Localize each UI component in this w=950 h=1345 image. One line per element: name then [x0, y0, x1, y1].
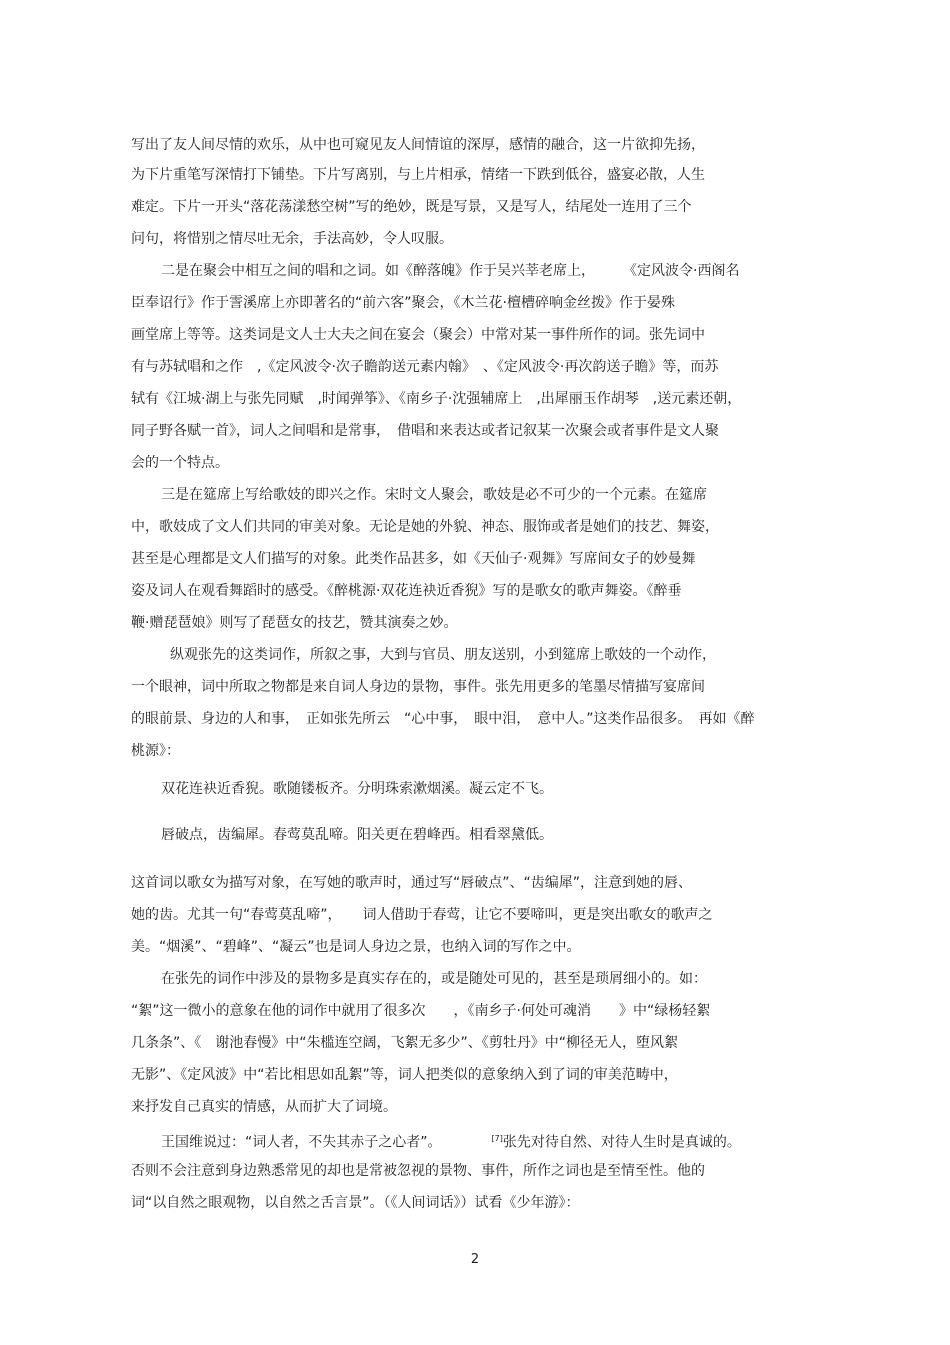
- text-line: 美。“烟溪”、“碧峰”、“凝云”也是词人身边之景，也纳入词的写作之中。: [131, 939, 581, 955]
- paragraph-first-line: 三是在筵席上写给歌妓的即兴之作。宋时文人聚会，歌妓是必不可少的一个元素。在筵席: [161, 487, 707, 503]
- text-line: 难定。下片一开头“落花荡漾愁空树”写的绝妙，既是写景，又是写人，结尾处一连用了三个: [131, 199, 692, 215]
- text-line: 轼有《江城·湖上与张先同赋 ,时闻弹筝》、《南乡子·沈强辅席上 ,出犀丽玉作胡琴 ,送元素还朝，: [131, 391, 742, 407]
- paragraph-first-line: 纵观张先的这类词作，所叙之事，大到与官员、朋友送别，小到筵席上歌妓的一个动作，: [170, 647, 716, 663]
- poem-line: 双花连袂近香猊。歌随镂板齐。分明珠索漱烟溪。凝云定不飞。: [161, 781, 553, 797]
- paragraph-first-line: 在张先的词作中涉及的景物多是真实存在的，或是随处可见的，甚至是琐屑细小的。如：: [161, 971, 707, 987]
- paragraph-first-line: [161, 1130, 741, 1152]
- text-line: 臣奉诏行》作于霅溪席上亦即著名的“前六客”聚会，《木兰花·檀槽碎响金丝拨》作于晏殊: [131, 295, 675, 311]
- text-line: 为下片重笔写深情打下铺垫。下片写离别，与上片相承，情绪一下跌到低谷，盛宴必散，人生: [131, 167, 705, 183]
- poem-line: 唇破点，齿编犀。春莺莫乱啼。阳关更在碧峰西。相看翠黛低。: [161, 827, 553, 843]
- text-line: 这首词以歌女为描写对象，在写她的歌声时，通过写“唇破点”、“齿编犀”，注意到她的唇、: [131, 875, 693, 891]
- text-line: 桃源》：: [131, 743, 180, 759]
- quote-text-continued: 张先对待自然、对待人生时是真诚的。: [502, 1134, 741, 1151]
- text-line: 几条条”、《 谢池春慢》中“朱槛连空阔，飞絮无多少”、《剪牡丹》中“柳径无人，堕风絮: [131, 1035, 679, 1051]
- page-number: 2: [470, 1252, 480, 1267]
- paragraph-first-line: 二是在聚会中相互之间的唱和之词。如《醉落魄》作于吴兴莘老席上， 《定风波令·西阁名: [161, 263, 740, 279]
- text-line: 问句，将惜别之情尽吐无余，手法高妙，令人叹服。: [131, 231, 453, 247]
- text-line: 写出了友人间尽情的欢乐，从中也可窥见友人间情谊的深厚，感情的融合，这一片欲抑先扬，: [131, 137, 705, 153]
- text-line: 的眼前景、身边的人和事， 正如张先所云 “心中事， 眼中泪， 意中人。”这类作品很多。 再如《醉: [131, 711, 755, 727]
- quote-text: 王国维说过：“词人者，不失其赤子之心者”。: [161, 1134, 442, 1151]
- text-line: 无影”、《定风波》中“若比相思如乱絮”等，词人把类似的意象纳入到了词的审美范畴中，: [131, 1067, 678, 1083]
- text-line: 同子野各赋一首》，词人之间唱和是常事， 借唱和来表达或者记叙某一次聚会或者事件是文人聚: [131, 423, 719, 439]
- text-line: 词“以自然之眼观物，以自然之舌言景”。（《人间词话》）试看《少年游》：: [131, 1195, 580, 1211]
- text-line: 姿及词人在观看舞蹈时的感受。《醉桃源·双花连袂近香猊》写的是歌女的歌声舞姿。《醉垂: [131, 583, 682, 599]
- text-line: 鞭·赠琵琶娘》则写了琵琶女的技艺，赞其演奏之妙。: [131, 615, 458, 631]
- citation-marker: [7]: [491, 1134, 503, 1143]
- text-line: 中，歌妓成了文人们共同的审美对象。无论是她的外貌、神态、服饰或者是她们的技艺、舞姿，: [131, 519, 719, 535]
- text-line: 有与苏轼唱和之作 ,《定风波令·次子瞻韵送元素内翰》 、《定风波令·再次韵送子瞻》等，而苏: [131, 359, 719, 375]
- text-line: 否则不会注意到身边熟悉常见的却也是常被忽视的景物、事件，所作之词也是至情至性。他的: [131, 1163, 705, 1179]
- text-line: 甚至是心理都是文人们描写的对象。此类作品甚多，如《天仙子·观舞》写席间女子的妙曼舞: [131, 551, 696, 567]
- text-line: 会的一个特点。: [131, 455, 229, 471]
- text-line: 一个眼神，词中所取之物都是来自词人身边的景物，事件。张先用更多的笔墨尽情描写宴席间: [131, 679, 705, 695]
- text-line: 来抒发自己真实的情感，从而扩大了词境。: [131, 1099, 397, 1115]
- text-line: “絮”这一微小的意象在他的词作中就用了很多次 ，《南乡子·何处可魂消 》中“绿杨轻絮: [131, 1003, 711, 1019]
- text-line: 她的齿。尤其一句“春莺莫乱啼”， 词人借助于春莺，让它不要啼叫，更是突出歌女的歌声之: [131, 907, 713, 923]
- text-line: 画堂席上等等。这类词是文人士大夫之间在宴会（聚会）中常对某一事件所作的词。张先词中: [131, 327, 705, 343]
